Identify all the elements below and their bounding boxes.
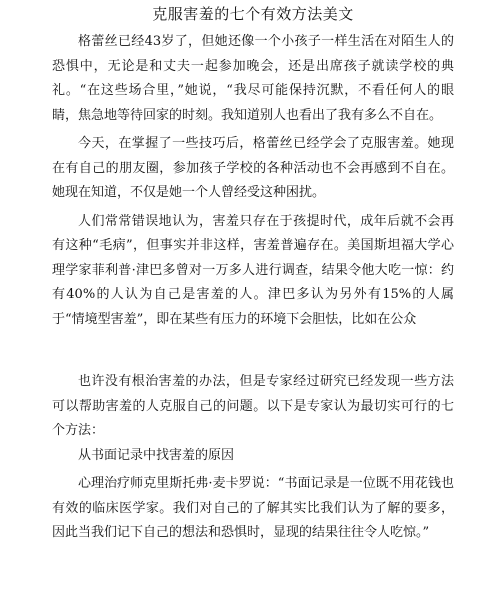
paragraph-3: 人们常常错误地认为，害羞只存在于孩提时代，成年后就不会再有这种“毛病”，但事实并非这样，害羞普遍存在。美国斯坦福大学心理学家菲利普·津巴多曾对一万多人进行调查，结果令他大吃一惊：约有40%的人认为自己是害羞的人。津巴多认为另外有15%的人属于“情境型害羞”，即在某些有压力的环境下会胆怯，比如在公众 — [52, 213, 454, 327]
section-heading: 从书面记录中找害羞的原因 — [78, 447, 235, 463]
paragraph-2: 今天，在掌握了一些技巧后，格蕾丝已经学会了克服害羞。她现在有自己的朋友圈，参加孩子学校的各种活动也不会再感到不自在。她现在知道，不仅是她一个人曾经受这种困扰。 — [52, 136, 454, 200]
section-paragraph: 心理治疗师克里斯托弗·麦卡罗说：“书面记录是一位既不用花钱也有效的临床医学家。我们对自己的了解其实比我们认为了解的要多，因此当我们记下自己的想法和恐惧时，显现的结果往往令人吃惊。” — [52, 476, 454, 540]
paragraph-1: 格蕾丝已经43岁了，但她还像一个小孩子一样生活在对陌生人的恐惧中，无论是和丈夫一起参加晚会，还是出席孩子就读学校的典礼。“在这些场合里，”她说，“我尽可能保持沉默，不看任何人的眼睛，焦急地等待回家的时刻。我知道别人也看出了我有多么不自在。 — [52, 34, 454, 123]
paragraph-4: 也许没有根治害羞的办法，但是专家经过研究已经发现一些方法可以帮助害羞的人克服自己的问题。以下是专家认为最切实可行的七个方法： — [52, 374, 454, 438]
document-title: 克服害羞的七个有效方法美文 — [152, 5, 354, 23]
